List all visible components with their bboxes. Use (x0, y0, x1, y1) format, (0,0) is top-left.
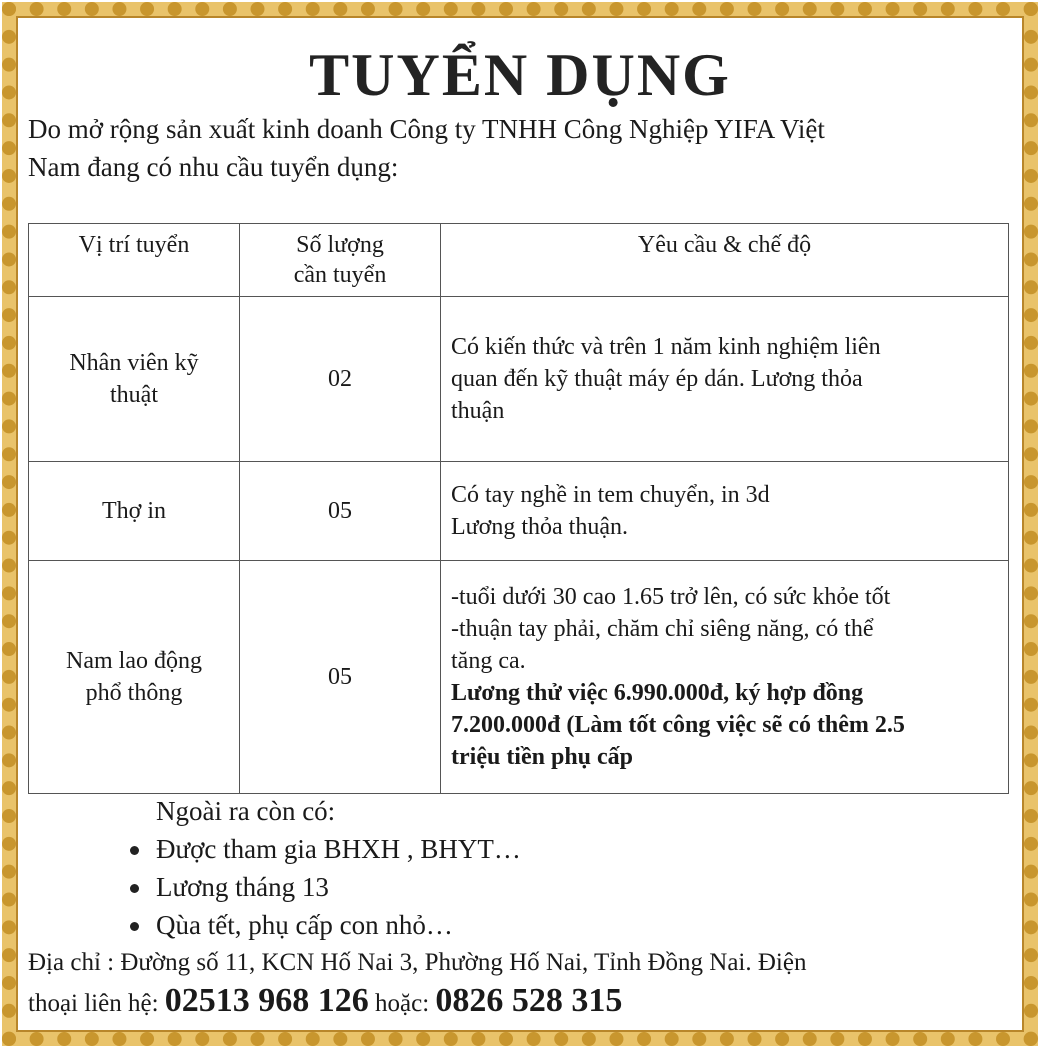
intro-line-2: Nam đang có nhu cầu tuyển dụng: (28, 152, 399, 182)
table-row (29, 297, 1009, 462)
cell-position: Nam lao động phổ thông (29, 561, 240, 794)
cell-quantity: 05 (240, 462, 441, 561)
list-item: Được tham gia BHXH , BHYT… (156, 830, 1012, 868)
table-row (29, 462, 1009, 561)
page-title: TUYỂN DỤNG (309, 42, 731, 108)
contact-line (28, 982, 1012, 1023)
phone-number-2: 0826 528 315 (435, 982, 623, 1019)
bullet-icon (130, 884, 139, 893)
cell-position: Thợ in (29, 462, 240, 561)
cell-requirements: -tuổi dưới 30 cao 1.65 trở lên, có sức khỏe tốt -thuận tay phải, chăm chỉ siêng năng, có thể tăng ca. Lương thử việc 6.990.000đ, ký hợp đồng 7.200.000đ (Làm tốt công việc sẽ có thêm 2.5 triệu tiền phụ cấp (441, 561, 1009, 794)
benefits-section (28, 792, 1012, 1023)
header-position: Vị trí tuyển (29, 224, 240, 297)
benefits-list (28, 830, 1012, 944)
address-line: Địa chỉ : Đường số 11, KCN Hố Nai 3, Phường Hố Nai, Tỉnh Đồng Nai. Điện (28, 949, 807, 976)
recruitment-notice (28, 40, 1012, 1019)
table-row (29, 561, 1009, 794)
benefits-lead: Ngoài ra còn có: (156, 796, 336, 826)
bullet-icon (130, 846, 139, 855)
cell-requirements: Có tay nghề in tem chuyển, in 3d Lương thỏa thuận. (441, 462, 1009, 561)
bullet-icon (130, 922, 139, 931)
table-header-row (29, 224, 1009, 297)
list-item: Lương tháng 13 (156, 868, 1012, 906)
list-item: Qùa tết, phụ cấp con nhỏ… (156, 906, 1012, 944)
header-requirements: Yêu cầu & chế độ (441, 224, 1009, 297)
cell-position: Nhân viên kỹ thuật (29, 297, 240, 462)
intro-line-1: Do mở rộng sản xuất kinh doanh Công ty TNHH Công Nghiệp YIFA Việt (28, 114, 825, 144)
cell-requirements: Có kiến thức và trên 1 năm kinh nghiệm liên quan đến kỹ thuật máy ép dán. Lương thỏa thuận (441, 297, 1009, 462)
cell-quantity: 05 (240, 561, 441, 794)
contact-label: thoại liên hệ: (28, 990, 159, 1017)
header-quantity: Số lượng cần tuyển (240, 224, 441, 297)
phone-number-1: 02513 968 126 (164, 982, 369, 1019)
intro-text (28, 110, 1012, 186)
contact-or: hoặc: (375, 990, 430, 1017)
job-table (28, 223, 1009, 794)
cell-quantity: 02 (240, 297, 441, 462)
